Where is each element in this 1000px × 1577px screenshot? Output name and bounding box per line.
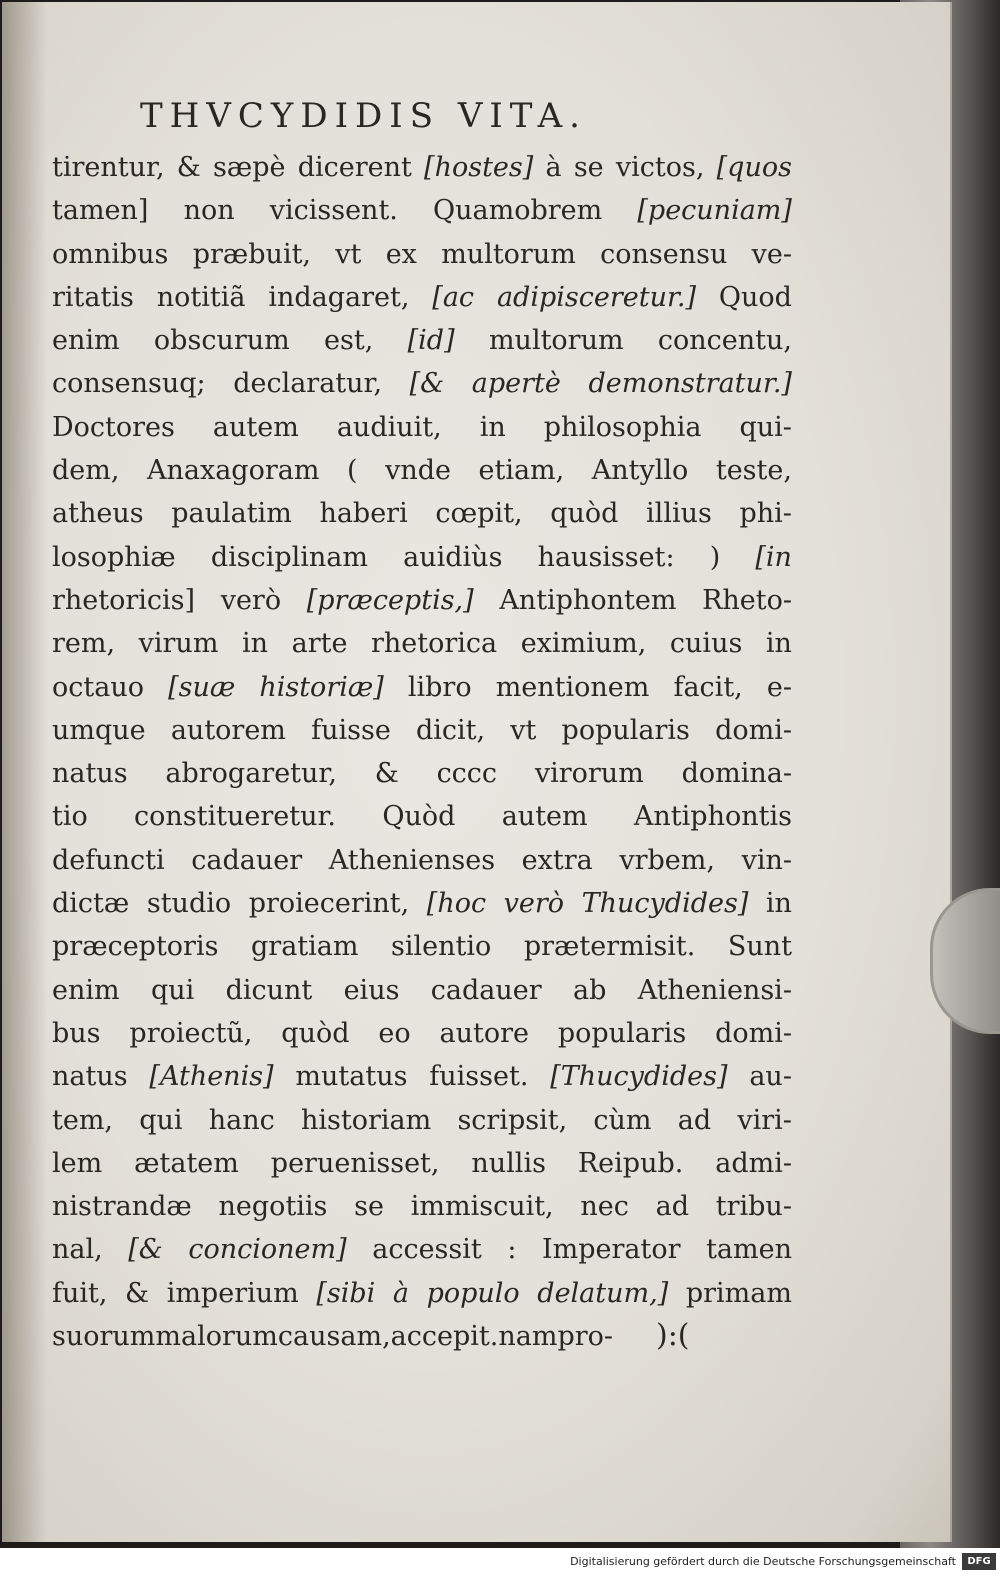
word: [suæ bbox=[168, 671, 236, 703]
word: peruenisset, bbox=[270, 1147, 440, 1179]
word: malorum bbox=[155, 1321, 278, 1353]
word: illius bbox=[646, 498, 712, 530]
word: eius bbox=[343, 974, 400, 1006]
word: verò bbox=[220, 584, 282, 616]
word: autem bbox=[212, 411, 299, 443]
dfg-logo[interactable]: DFG bbox=[962, 1553, 996, 1570]
text-line bbox=[52, 1228, 792, 1271]
word: vt bbox=[335, 238, 362, 270]
word: cùm bbox=[593, 1104, 652, 1136]
word: facit, bbox=[673, 671, 743, 703]
word: causam bbox=[277, 1321, 383, 1353]
text-line bbox=[52, 666, 792, 709]
word: [quos bbox=[716, 152, 792, 183]
word: hanc bbox=[208, 1104, 275, 1136]
word: tribu- bbox=[715, 1191, 792, 1223]
word: paulatim bbox=[171, 498, 292, 530]
word: domi- bbox=[715, 1017, 792, 1049]
word: disciplinam bbox=[210, 541, 369, 573]
word: Rheto- bbox=[702, 584, 792, 616]
word: extra bbox=[521, 844, 593, 876]
word: rhetorica bbox=[371, 628, 498, 660]
word: ex bbox=[385, 238, 417, 270]
word: nistrandæ bbox=[52, 1191, 192, 1223]
text-line bbox=[52, 925, 792, 968]
word: Sunt bbox=[727, 931, 792, 963]
text-line bbox=[52, 536, 792, 579]
word: enim bbox=[52, 325, 120, 357]
word: [& bbox=[409, 368, 445, 400]
word: dem, bbox=[52, 455, 120, 487]
word: rhetoricis] bbox=[52, 584, 196, 616]
word: dictæ bbox=[52, 888, 130, 920]
word: se bbox=[354, 1191, 384, 1223]
word: admi- bbox=[715, 1147, 792, 1179]
word: cœpit, bbox=[435, 498, 523, 530]
word: [id] bbox=[407, 325, 455, 357]
word: in bbox=[242, 628, 269, 660]
word: vnde bbox=[385, 455, 451, 487]
word: [præceptis,] bbox=[306, 584, 474, 616]
text-line bbox=[52, 319, 792, 362]
word: cuius bbox=[669, 628, 743, 660]
footer-bar bbox=[0, 1548, 1000, 1577]
word: victos, bbox=[615, 152, 705, 183]
word: natus bbox=[52, 758, 128, 790]
word: virum bbox=[138, 628, 219, 660]
word: vt bbox=[510, 714, 537, 746]
word: gratiam bbox=[251, 931, 359, 963]
word: Quamobrem bbox=[433, 195, 603, 227]
word: non bbox=[183, 195, 235, 227]
word: in bbox=[479, 411, 506, 443]
word: atheus bbox=[52, 498, 144, 530]
word: præceptoris bbox=[52, 931, 219, 963]
word: Antiphontem bbox=[499, 584, 677, 616]
word: octauo bbox=[52, 671, 144, 703]
text-line bbox=[52, 1185, 792, 1228]
word: & bbox=[374, 758, 399, 790]
word: proiectũ, bbox=[129, 1017, 253, 1049]
word: au- bbox=[749, 1061, 792, 1093]
signature-mark: ):( bbox=[656, 1318, 690, 1353]
word: : bbox=[507, 1234, 517, 1266]
word: dicerent bbox=[297, 152, 412, 183]
text-line bbox=[52, 795, 792, 838]
word: autorem bbox=[170, 714, 286, 746]
word: haberi bbox=[319, 498, 408, 530]
word: libro bbox=[407, 671, 472, 703]
word: à bbox=[545, 152, 562, 183]
word: & bbox=[125, 1277, 150, 1309]
word: ad bbox=[655, 1191, 690, 1223]
word: abrogaretur, bbox=[165, 758, 337, 790]
word: accessit bbox=[372, 1234, 482, 1266]
word: Athenienses bbox=[328, 844, 496, 876]
word: [sibi bbox=[316, 1277, 376, 1309]
text-line bbox=[52, 882, 792, 925]
text-line bbox=[52, 189, 792, 232]
word: qui bbox=[150, 974, 195, 1006]
word: mentionem bbox=[495, 671, 650, 703]
word: ab bbox=[572, 974, 607, 1006]
word: ve- bbox=[751, 238, 792, 270]
running-head: THVCYDIDIS VITA. bbox=[140, 96, 587, 136]
word: Quod bbox=[718, 281, 792, 313]
word: lem bbox=[52, 1147, 103, 1179]
word: cccc bbox=[436, 758, 498, 790]
word: negotiis bbox=[218, 1191, 328, 1223]
word: cadauer bbox=[430, 974, 542, 1006]
word: omnibus bbox=[52, 238, 169, 270]
word: consensu bbox=[600, 238, 728, 270]
text-line bbox=[52, 969, 792, 1012]
text-line bbox=[52, 1055, 792, 1098]
word: concentu, bbox=[657, 325, 792, 357]
text-line bbox=[52, 233, 792, 276]
word: virorum bbox=[534, 758, 644, 790]
word: popularis bbox=[561, 714, 690, 746]
word: quòd bbox=[550, 498, 619, 530]
word: consensuq; bbox=[52, 368, 206, 400]
word: apertè bbox=[471, 368, 561, 400]
word: dicit, bbox=[415, 714, 486, 746]
word: [hostes] bbox=[424, 152, 534, 183]
word: phi- bbox=[739, 498, 792, 530]
text-line bbox=[52, 1012, 792, 1055]
word: qui- bbox=[739, 411, 792, 443]
word: etiam, bbox=[478, 455, 565, 487]
word: ætatem bbox=[134, 1147, 239, 1179]
word: [in bbox=[755, 541, 792, 573]
word: in bbox=[765, 888, 792, 920]
word: quòd bbox=[281, 1017, 350, 1049]
word: eximium, bbox=[520, 628, 647, 660]
text-line bbox=[52, 622, 792, 665]
word: notitiã bbox=[156, 281, 246, 313]
word: tamen bbox=[706, 1234, 792, 1266]
text-line bbox=[52, 752, 792, 795]
word: historiæ] bbox=[259, 671, 384, 703]
word: Antyllo bbox=[591, 455, 689, 487]
word: obscurum bbox=[153, 325, 290, 357]
word: dicunt bbox=[225, 974, 313, 1006]
word: qui bbox=[139, 1104, 183, 1136]
word: accepit. bbox=[390, 1321, 499, 1353]
word: defuncti bbox=[52, 844, 165, 876]
word: vicissent. bbox=[269, 195, 398, 227]
word: delatum,] bbox=[537, 1277, 669, 1309]
word: constitueretur. bbox=[134, 801, 337, 833]
word: suorum bbox=[52, 1321, 156, 1353]
word: multorum bbox=[441, 238, 576, 270]
funding-credit: Digitalisierung gefördert durch die Deutsche Forschungsgemeinschaft bbox=[570, 1555, 956, 1568]
word: auidiùs bbox=[403, 541, 503, 573]
word: ( bbox=[346, 455, 358, 487]
word: Reipub. bbox=[577, 1147, 684, 1179]
text-line bbox=[52, 406, 792, 449]
word: primam bbox=[685, 1277, 792, 1309]
word: demonstratur.] bbox=[588, 368, 792, 400]
word: multorum bbox=[488, 325, 624, 357]
word: popularis bbox=[557, 1017, 687, 1049]
word: hausisset: bbox=[537, 541, 675, 573]
word: arte bbox=[291, 628, 348, 660]
word: ritatis bbox=[52, 281, 134, 313]
word: Imperator bbox=[541, 1234, 681, 1266]
word: in bbox=[765, 628, 792, 660]
word: Thucydides] bbox=[581, 888, 749, 920]
word: Doctores bbox=[52, 411, 175, 443]
text-line bbox=[52, 449, 792, 492]
word: autem bbox=[501, 801, 588, 833]
word: [& bbox=[128, 1234, 163, 1266]
word: populo bbox=[426, 1277, 520, 1309]
word: tio bbox=[52, 801, 88, 833]
word: [Athenis] bbox=[149, 1061, 274, 1093]
word: tamen] bbox=[52, 195, 149, 227]
word: e- bbox=[766, 671, 792, 703]
text-line bbox=[52, 839, 792, 882]
word: Quòd bbox=[382, 801, 456, 833]
word: vin- bbox=[741, 844, 792, 876]
word: enim bbox=[52, 974, 120, 1006]
word: eo bbox=[378, 1017, 411, 1049]
word: tem, bbox=[52, 1104, 114, 1136]
word: [Thucydides] bbox=[550, 1061, 728, 1093]
text-line bbox=[52, 1272, 792, 1315]
word: verò bbox=[503, 888, 565, 920]
word: Atheniensi- bbox=[637, 974, 792, 1006]
word: adipisceretur.] bbox=[496, 281, 697, 313]
word: audiuit, bbox=[336, 411, 442, 443]
word: bus bbox=[52, 1017, 101, 1049]
word: indagaret, bbox=[268, 281, 410, 313]
word: umque bbox=[52, 714, 146, 746]
word: prætermisit. bbox=[523, 931, 696, 963]
word: concionem] bbox=[188, 1234, 347, 1266]
word: pro- bbox=[557, 1321, 614, 1353]
text-block bbox=[52, 146, 792, 1358]
word: vrbem, bbox=[619, 844, 715, 876]
text-line bbox=[52, 362, 792, 405]
word: imperium bbox=[166, 1277, 299, 1309]
text-line bbox=[52, 579, 792, 622]
word: domi- bbox=[715, 714, 792, 746]
word: fuisse bbox=[311, 714, 391, 746]
word: declaratur, bbox=[233, 368, 383, 400]
word: viri- bbox=[737, 1104, 792, 1136]
word: immiscuit, bbox=[410, 1191, 554, 1223]
word: , bbox=[382, 1321, 391, 1353]
word: autore bbox=[439, 1017, 529, 1049]
word: fuisset. bbox=[429, 1061, 529, 1093]
word: nec bbox=[580, 1191, 629, 1223]
word: præbuit, bbox=[192, 238, 312, 270]
word: philosophia bbox=[543, 411, 702, 443]
text-line bbox=[52, 1099, 792, 1142]
word: [ac bbox=[432, 281, 475, 313]
text-line bbox=[52, 1142, 792, 1185]
word: scripsit, bbox=[457, 1104, 568, 1136]
word: à bbox=[392, 1277, 409, 1309]
word: tirentur, bbox=[52, 152, 165, 183]
word: domina- bbox=[681, 758, 792, 790]
word: se bbox=[573, 152, 604, 183]
text-line bbox=[52, 492, 792, 535]
text-line bbox=[52, 276, 792, 319]
word: nullis bbox=[471, 1147, 546, 1179]
word: teste, bbox=[715, 455, 792, 487]
word: [pecuniam] bbox=[637, 195, 792, 227]
word: fuit, bbox=[52, 1277, 108, 1309]
word: losophiæ bbox=[52, 541, 176, 573]
word: [hoc bbox=[426, 888, 487, 920]
word: natus bbox=[52, 1061, 128, 1093]
word: Antiphontis bbox=[633, 801, 792, 833]
word: proiecerint, bbox=[248, 888, 410, 920]
word: sæpè bbox=[212, 152, 286, 183]
word: silentio bbox=[391, 931, 492, 963]
word: historiam bbox=[300, 1104, 432, 1136]
word: nal, bbox=[52, 1234, 103, 1266]
word: mutatus bbox=[295, 1061, 408, 1093]
word: ad bbox=[677, 1104, 712, 1136]
word: cadauer bbox=[191, 844, 303, 876]
word: nam bbox=[498, 1321, 558, 1353]
word: ) bbox=[709, 541, 721, 573]
word: studio bbox=[146, 888, 232, 920]
text-line bbox=[52, 146, 792, 189]
word: rem, bbox=[52, 628, 116, 660]
word: est, bbox=[324, 325, 374, 357]
word: & bbox=[176, 152, 201, 183]
text-line bbox=[52, 709, 792, 752]
word: Anaxagoram bbox=[146, 455, 320, 487]
